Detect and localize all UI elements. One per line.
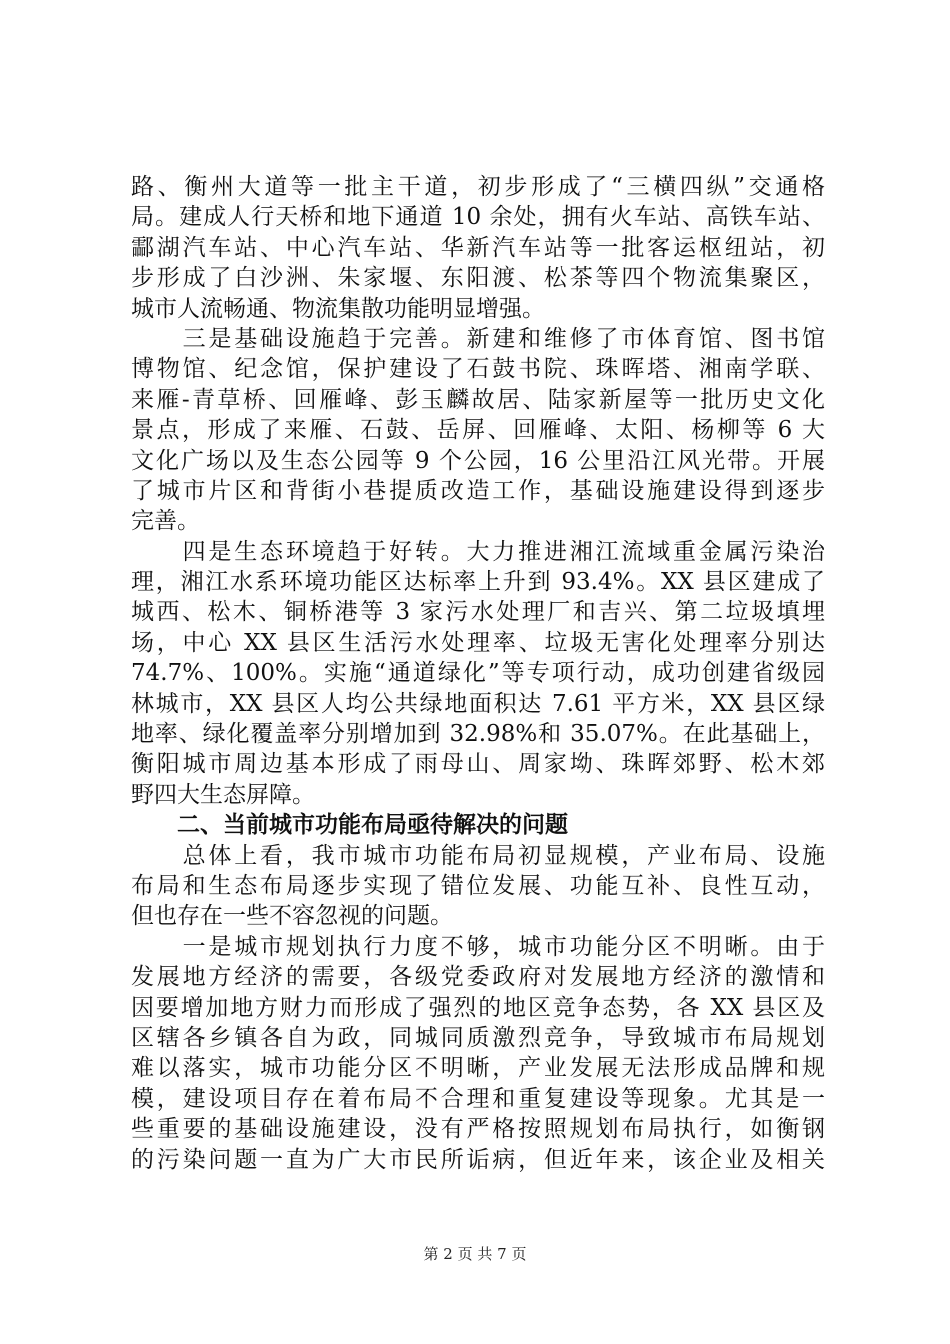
text-line: 总体上看，我市城市功能布局初显规模，产业布局、设施 (131, 842, 825, 869)
text-line: 衡阳城市周边基本形成了雨母山、周家坳、珠晖郊野、松木郊 (131, 751, 825, 778)
text-line: 布局和生态布局逐步实现了错位发展、功能互补、良性互动， (131, 872, 825, 899)
text-line: 区辖各乡镇各自为政，同城同质激烈竞争，导致城市布局规划 (131, 1024, 825, 1051)
text-line: 的污染问题一直为广大市民所诟病，但近年来，该企业及相关 (131, 1146, 825, 1173)
text-line: 景点，形成了来雁、石鼓、岳屏、回雁峰、太阳、杨柳等 6 大 (131, 417, 825, 444)
text-line: 了城市片区和背街小巷提质改造工作，基础设施建设得到逐步 (131, 477, 825, 504)
text-line: 城西、松木、铜桥港等 3 家污水处理厂和吉兴、第二垃圾填埋 (131, 599, 825, 626)
text-line: 酃湖汽车站、中心汽车站、华新汽车站等一批客运枢纽站，初 (131, 234, 825, 261)
text-line: 完善。 (131, 508, 200, 535)
text-line: 理，湘江水系环境功能区达标率上升到 93.4%。XX 县区建成了 (131, 569, 825, 596)
text-line: 地率、绿化覆盖率分别增加到 32.98%和 35.07%。在此基础上， (131, 721, 825, 748)
text-line: 因要增加地方财力而形成了强烈的地区竞争态势，各 XX 县区及 (131, 994, 825, 1021)
text-line: 四是生态环境趋于好转。大力推进湘江流域重金属污染治 (131, 538, 825, 565)
text-line: 城市人流畅通、物流集散功能明显增强。 (131, 295, 545, 322)
section-heading: 二、当前城市功能布局亟待解决的问题 (177, 812, 568, 839)
text-line: 文化广场以及生态公园等 9 个公园，16 公里沿江风光带。开展 (131, 447, 825, 474)
text-line: 野四大生态屏障。 (131, 781, 315, 808)
text-line: 发展地方经济的需要，各级党委政府对发展地方经济的激情和 (131, 964, 825, 991)
text-line: 来雁-青草桥、回雁峰、彭玉麟故居、陆家新屋等一批历史文化 (131, 386, 825, 413)
text-line: 模，建设项目存在着布局不合理和重复建设等现象。尤其是一 (131, 1085, 825, 1112)
text-line: 步形成了白沙洲、朱家堰、东阳渡、松茶等四个物流集聚区， (131, 265, 825, 292)
document-body (131, 172, 825, 1175)
text-line: 些重要的基础设施建设，没有严格按照规划布局执行，如衡钢 (131, 1116, 825, 1143)
text-line: 74.7%、100%。实施“通道绿化”等专项行动，成功创建省级园 (131, 660, 825, 687)
text-line: 一是城市规划执行力度不够，城市功能分区不明晰。由于 (131, 933, 825, 960)
text-line: 场，中心 XX 县区生活污水处理率、垃圾无害化处理率分别达 (131, 629, 825, 656)
text-line: 林城市，XX 县区人均公共绿地面积达 7.61 平方米，XX 县区绿 (131, 690, 825, 717)
text-line: 三是基础设施趋于完善。新建和维修了市体育馆、图书馆 (131, 325, 825, 352)
text-line: 博物馆、纪念馆，保护建设了石鼓书院、珠晖塔、湘南学联、 (131, 356, 825, 383)
text-line: 难以落实，城市功能分区不明晰，产业发展无法形成品牌和规 (131, 1055, 825, 1082)
text-line: 局。建成人行天桥和地下通道 10 余处，拥有火车站、高铁车站、 (131, 204, 825, 231)
page-footer: 第 2 页 共 7 页 (423, 1245, 527, 1263)
text-line: 但也存在一些不容忽视的问题。 (131, 903, 453, 930)
text-line: 路、衡州大道等一批主干道，初步形成了“三横四纵”交通格 (131, 174, 825, 200)
